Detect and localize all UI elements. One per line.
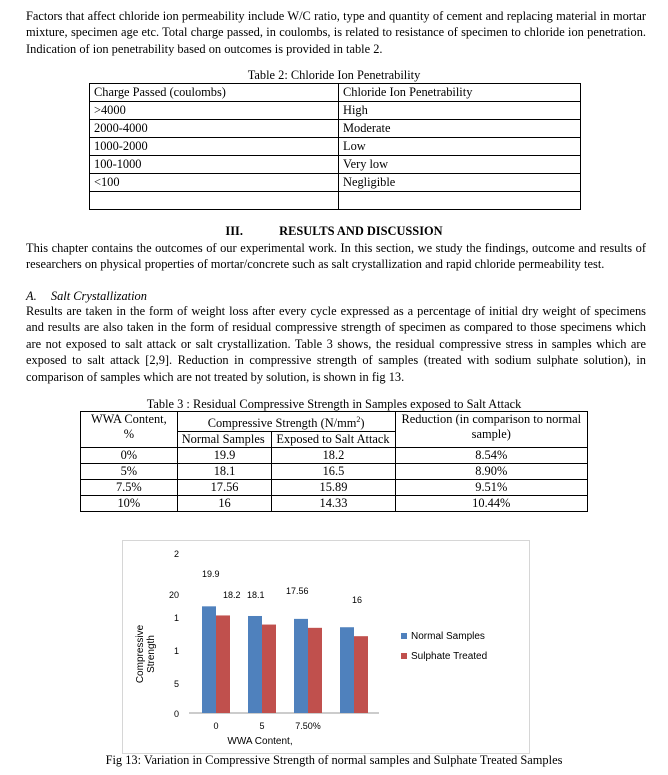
table3-group-header-sup: 2 xyxy=(356,415,361,424)
subsection-title: Salt Crystallization xyxy=(50,289,147,303)
table3-cell: 9.51% xyxy=(395,480,587,496)
bar-sulphate-treated xyxy=(216,615,230,713)
legend-swatch xyxy=(401,653,407,659)
bar-sulphate-treated xyxy=(354,636,368,713)
x-tick-label: 0 xyxy=(213,721,219,731)
table3-cell: 14.33 xyxy=(272,496,395,512)
table2-cell: 1000-2000 xyxy=(90,138,339,156)
y-tick-label: 1 xyxy=(173,613,179,623)
table3-group-header xyxy=(177,412,395,432)
bar-normal-samples xyxy=(202,606,216,713)
data-label: 16 xyxy=(352,595,363,605)
y-tick-label: 20 xyxy=(168,590,179,600)
y-tick-label: 1 xyxy=(173,646,179,656)
table2 xyxy=(89,83,581,210)
table3-cell: 19.9 xyxy=(177,448,272,464)
bar-normal-samples xyxy=(294,619,308,713)
table3-group-header-text: Compressive Strength (N/mm xyxy=(207,416,357,431)
y-axis-label-line: Strength xyxy=(146,635,157,673)
table2-cell: 100-1000 xyxy=(90,156,339,174)
y-tick-label: 2 xyxy=(173,549,179,559)
table2-cell: High xyxy=(339,102,581,120)
table2-cell: >4000 xyxy=(90,102,339,120)
table3-cell: 7.5% xyxy=(81,480,178,496)
table-row xyxy=(90,156,581,174)
table3-cell: 18.1 xyxy=(177,464,272,480)
table2-cell: Low xyxy=(339,138,581,156)
compressive-strength-chart xyxy=(123,541,529,753)
table2-header-cell: Charge Passed (coulombs) xyxy=(90,84,339,102)
table3-cell: 15.89 xyxy=(272,480,395,496)
table3-subheader-cell: Exposed to Salt Attack xyxy=(272,432,395,448)
table3 xyxy=(80,411,588,512)
table-row xyxy=(90,120,581,138)
x-axis-label: WWA Content, xyxy=(227,736,293,747)
section-heading xyxy=(0,223,668,239)
table2-cell: <100 xyxy=(90,174,339,192)
table3-header-cell: WWA Content, % xyxy=(81,412,178,448)
data-label: 18.2 xyxy=(223,590,241,600)
table2-cell: Moderate xyxy=(339,120,581,138)
subsection-heading xyxy=(26,288,147,304)
table3-cell: 8.54% xyxy=(395,448,587,464)
legend-label: Normal Samples xyxy=(411,631,485,642)
table3-cell: 5% xyxy=(81,464,178,480)
table2-cell xyxy=(339,192,581,210)
subsection-paragraph: Results are taken in the form of weight loss after every cycle expressed as a percentage of initial dry weight of specimens and results are also taken in the form of residual compressive strength of specimen as compared to those specimens which are not exposed to salt attack or salt crystallization. Table 3 shows, the residual compressive stress in samples which are exposed to salt attack [2,9]. Reduction in compressive strength of samples (treated with sodium sulphate solution), in comparison of samples which are not treated by solution, is shown in fig 13. xyxy=(26,304,646,384)
table3-cell: 0% xyxy=(81,448,178,464)
table3-caption: Table 3 : Residual Compressive Strength in Samples exposed to Salt Attack xyxy=(146,397,522,411)
data-label: 17.56 xyxy=(286,586,309,596)
table3-cell: 10.44% xyxy=(395,496,587,512)
table2-cell: Negligible xyxy=(339,174,581,192)
table3-cell: 18.2 xyxy=(272,448,395,464)
intro-paragraph: Factors that affect chloride ion permeability include W/C ratio, type and quantity of cement and replacing material in mortar mixture, specimen age etc. Total charge passed, in coulombs, is related to resistance of specimen to chloride ion penetration. Indication of ion penetrability based on outcomes is provided in table 2. xyxy=(26,9,646,56)
table3-body xyxy=(81,412,588,512)
y-axis-label-line: Compressive xyxy=(135,624,146,684)
section-paragraph: This chapter contains the outcomes of our experimental work. In this section, we study the findings, outcome and results of researchers on physical properties of mortar/concrete such as salt crystallization and rapid chloride permeability test. xyxy=(26,241,646,272)
table-row xyxy=(81,448,588,464)
data-label: 18.1 xyxy=(247,590,265,600)
subsection-label: A. xyxy=(26,289,37,303)
table2-cell: Very low xyxy=(339,156,581,174)
x-tick-label: 7.50% xyxy=(295,721,321,731)
bar-sulphate-treated xyxy=(262,625,276,713)
table3-cell: 16 xyxy=(177,496,272,512)
x-tick-label: 5 xyxy=(259,721,265,731)
table3-cell: 17.56 xyxy=(177,480,272,496)
y-tick-label: 0 xyxy=(173,709,179,719)
legend-label: Sulphate Treated xyxy=(411,651,488,662)
bar-normal-samples xyxy=(340,627,354,713)
table3-header-cell: Reduction (in comparison to normal sample) xyxy=(395,412,587,448)
table3-group-header-end: ) xyxy=(360,416,365,431)
legend-swatch xyxy=(401,633,407,639)
table3-cell: 10% xyxy=(81,496,178,512)
bar-normal-samples xyxy=(248,616,262,713)
chart-container xyxy=(122,540,530,754)
table3-cell: 16.5 xyxy=(272,464,395,480)
table3-subheader-cell: Normal Samples xyxy=(177,432,272,448)
table-row xyxy=(90,102,581,120)
table2-header-cell: Chloride Ion Penetrability xyxy=(339,84,581,102)
table2-body xyxy=(90,84,581,210)
section-title: RESULTS AND DISCUSSION xyxy=(279,224,443,238)
table-row xyxy=(90,138,581,156)
table2-header-row xyxy=(90,84,581,102)
table-row xyxy=(81,480,588,496)
table2-cell: 2000-4000 xyxy=(90,120,339,138)
table3-header-row xyxy=(81,412,588,432)
bar-sulphate-treated xyxy=(308,628,322,713)
y-tick-label: 5 xyxy=(173,679,179,689)
table2-caption: Table 2: Chloride Ion Penetrability xyxy=(247,68,421,82)
section-number: III. xyxy=(225,224,243,238)
table-row xyxy=(81,496,588,512)
table3-cell: 8.90% xyxy=(395,464,587,480)
table-row xyxy=(90,174,581,192)
table-row xyxy=(90,192,581,210)
y-axis-label xyxy=(135,624,157,683)
data-label: 19.9 xyxy=(202,569,220,579)
figure-caption: Fig 13: Variation in Compressive Strength of normal samples and Sulphate Treated Samples xyxy=(105,753,563,767)
table2-cell xyxy=(90,192,339,210)
table-row xyxy=(81,464,588,480)
